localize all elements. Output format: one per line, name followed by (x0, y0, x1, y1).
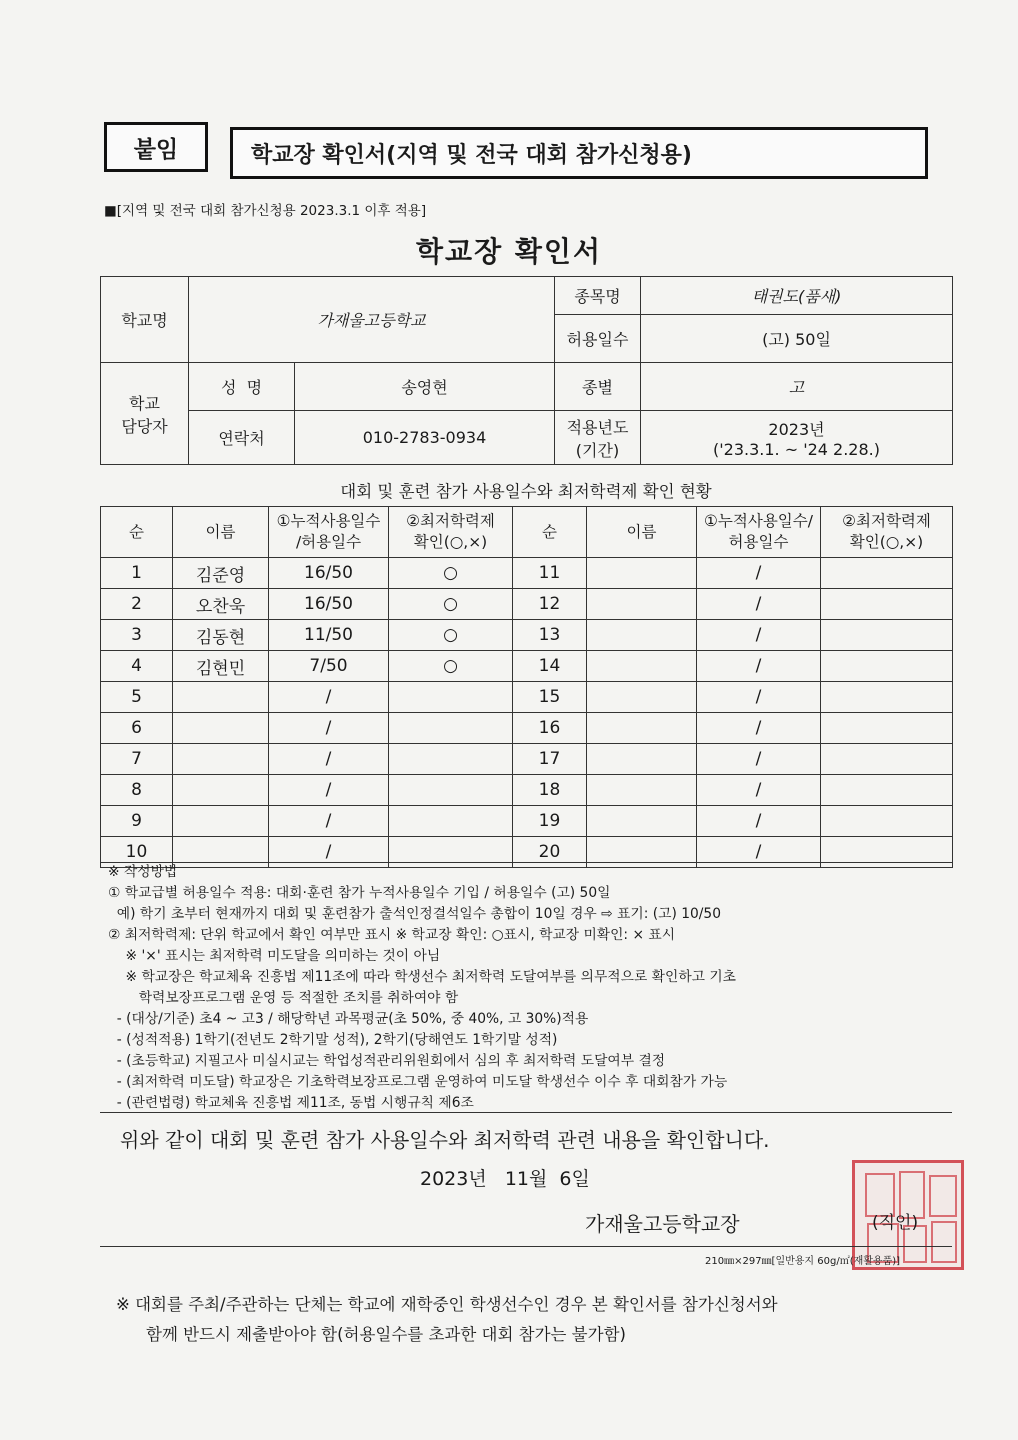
row-no: 7 (101, 744, 173, 775)
contact-label: 연락처 (189, 411, 295, 465)
row-days: / (269, 775, 389, 806)
row-no-right: 19 (513, 806, 587, 837)
allowed-days-value: (고) 50일 (641, 315, 953, 363)
year-value-line1: 2023년 (768, 419, 825, 439)
row-days-right: / (697, 651, 821, 682)
instruction-line: ※ '×' 표시는 최저학력 미도달을 의미하는 것이 아님 (108, 948, 441, 964)
row-no: 2 (101, 589, 173, 620)
row-check (389, 713, 513, 744)
row-no: 10 (101, 837, 173, 868)
row-no: 5 (101, 682, 173, 713)
staff-label-line1: 학교 (129, 393, 160, 413)
row-days-right: / (697, 806, 821, 837)
row-no-right: 20 (513, 837, 587, 868)
header-no: 순 (101, 507, 173, 558)
row-no-right: 18 (513, 775, 587, 806)
row-name: 김동현 (173, 620, 269, 651)
row-no-right: 13 (513, 620, 587, 651)
footer-note (116, 1290, 778, 1350)
table-row (101, 651, 953, 682)
row-days-right: / (697, 682, 821, 713)
row-check: ○ (389, 558, 513, 589)
row-name-right (587, 744, 697, 775)
row-days-right: / (697, 620, 821, 651)
school-label: 학교명 (101, 277, 189, 363)
confirmation-statement: 위와 같이 대회 및 훈련 참가 사용일수와 최저학력 관련 내용을 확인합니다. (120, 1128, 770, 1152)
instructions (108, 862, 736, 1114)
row-days: 11/50 (269, 620, 389, 651)
row-name: 오찬욱 (173, 589, 269, 620)
year-label-line1: 적용년도 (566, 417, 629, 437)
table-row (101, 806, 953, 837)
row-check-right (821, 651, 953, 682)
row-days-right: / (697, 713, 821, 744)
row-no: 4 (101, 651, 173, 682)
header-no-right: 순 (513, 507, 587, 558)
instruction-line: ※ 작성방법 (108, 864, 178, 880)
row-name: 김준영 (173, 558, 269, 589)
row-no: 6 (101, 713, 173, 744)
table-row (101, 744, 953, 775)
instruction-line: ① 학교급별 허용일수 적용: 대회·훈련 참가 누적사용일수 기입 / 허용일수 (고) 50일 (108, 885, 611, 901)
row-days: / (269, 682, 389, 713)
school-value: 가재울고등학교 (189, 277, 555, 363)
row-days-right: / (697, 589, 821, 620)
row-no: 8 (101, 775, 173, 806)
year-value (641, 411, 953, 465)
instruction-line: - (최저학력 미도달) 학교장은 기초학력보장프로그램 운영하여 미도달 학생선수 이수 후 대회참가 가능 (108, 1074, 728, 1090)
year-period: ('23.3.1. ~ '24 2.28.) (713, 439, 880, 459)
row-name: 김현민 (173, 651, 269, 682)
header-check-line1: ②최저학력제 (406, 512, 495, 530)
name-value: 송영현 (295, 363, 555, 411)
year-label (555, 411, 641, 465)
event-value: 태권도(품새) (641, 277, 953, 315)
divider (100, 1112, 952, 1113)
row-days: 16/50 (269, 589, 389, 620)
row-check-right (821, 682, 953, 713)
row-no-right: 12 (513, 589, 587, 620)
row-name-right (587, 589, 697, 620)
row-name-right (587, 713, 697, 744)
header-days-right-line2: 허용일수 (728, 533, 789, 551)
seal-label: (직인) (872, 1213, 919, 1233)
table-row (101, 713, 953, 744)
row-no: 3 (101, 620, 173, 651)
row-check: ○ (389, 620, 513, 651)
header-name-right: 이름 (587, 507, 697, 558)
row-name (173, 682, 269, 713)
instruction-line: - (성적적용) 1학기(전년도 2학기말 성적), 2학기(당해연도 1학기말 성적) (108, 1032, 558, 1048)
instruction-line: - (관련법령) 학교체육 진흥법 제11조, 동법 시행규칙 제6조 (108, 1095, 474, 1111)
row-check: ○ (389, 589, 513, 620)
row-name (173, 744, 269, 775)
row-days: 16/50 (269, 558, 389, 589)
row-check (389, 744, 513, 775)
signer-name: 가재울고등학교장 (585, 1212, 740, 1236)
contact-value: 010-2783-0934 (295, 411, 555, 465)
row-name-right (587, 558, 697, 589)
row-no: 1 (101, 558, 173, 589)
footer-line1: ※ 대회를 주최/주관하는 단체는 학교에 재학중인 학생선수인 경우 본 확인서를 참가신청서와 (116, 1295, 778, 1314)
row-check-right (821, 558, 953, 589)
row-check (389, 775, 513, 806)
allowed-days-label: 허용일수 (555, 315, 641, 363)
row-check-right (821, 589, 953, 620)
table-row (101, 558, 953, 589)
row-check-right (821, 620, 953, 651)
row-check-right (821, 744, 953, 775)
row-check-right (821, 806, 953, 837)
divider (100, 1246, 952, 1247)
row-no-right: 11 (513, 558, 587, 589)
row-days: 7/50 (269, 651, 389, 682)
row-name-right (587, 775, 697, 806)
instruction-line: - (대상/기준) 초4 ~ 고3 / 해당학년 과목평균(초 50%, 중 40%, 고 30%)적용 (108, 1011, 589, 1027)
row-name (173, 806, 269, 837)
row-name-right (587, 651, 697, 682)
header-days-right-line1: ①누적사용일수/ (704, 512, 813, 530)
row-days: / (269, 837, 389, 868)
header-check (389, 507, 513, 558)
row-name-right (587, 806, 697, 837)
row-check-right (821, 713, 953, 744)
header-days-right (697, 507, 821, 558)
row-name-right (587, 620, 697, 651)
header-check-line2: 확인(○,×) (413, 533, 488, 551)
row-name (173, 713, 269, 744)
footer-line2: 함께 반드시 제출받아야 함(허용일수를 초과한 대회 참가는 불가함) (146, 1325, 626, 1344)
row-no-right: 16 (513, 713, 587, 744)
row-days-right: / (697, 837, 821, 868)
table-row (101, 775, 953, 806)
staff-label-line2: 담당자 (121, 416, 168, 436)
issue-date: 2023년 11월 6일 (420, 1168, 590, 1190)
instruction-line: 예) 학기 초부터 현재까지 대회 및 훈련참가 출석인정결석일수 총합이 10일 경우 ⇨ 표기: (고) 10/50 (108, 906, 721, 922)
row-check: ○ (389, 651, 513, 682)
paper-spec: 210㎜×297㎜[일반용지 60g/㎡(재활용품)] (705, 1256, 901, 1267)
table-row (101, 682, 953, 713)
row-no: 9 (101, 806, 173, 837)
scope-note: ■[지역 및 전국 대회 참가신청용 2023.3.1 이후 적용] (104, 203, 427, 219)
row-name (173, 775, 269, 806)
header-days (269, 507, 389, 558)
row-no-right: 17 (513, 744, 587, 775)
instruction-line: - (초등학교) 지필고사 미실시교는 학업성적관리위원회에서 심의 후 최저학력 도달여부 결정 (108, 1053, 666, 1069)
header-check-right-line2: 확인(○,×) (849, 533, 924, 551)
participation-table (100, 506, 953, 868)
instruction-line: ② 최저학력제: 단위 학교에서 확인 여부만 표시 ※ 학교장 확인: ○표시, 학교장 미확인: × 표시 (108, 927, 676, 943)
header-title: 학교장 확인서(지역 및 전국 대회 참가신청용) (230, 127, 928, 179)
instruction-line: 학력보장프로그램 운영 등 적절한 조치를 취하여야 함 (108, 990, 459, 1006)
row-no-right: 14 (513, 651, 587, 682)
table-row (101, 589, 953, 620)
row-days: / (269, 713, 389, 744)
row-days: / (269, 744, 389, 775)
row-name-right (587, 682, 697, 713)
header-name: 이름 (173, 507, 269, 558)
staff-label (101, 363, 189, 465)
page-title: 학교장 확인서 (415, 235, 603, 268)
name-label: 성 명 (189, 363, 295, 411)
instruction-line: ※ 학교장은 학교체육 진흥법 제11조에 따라 학생선수 최저학력 도달여부를 의무적으로 확인하고 기초 (108, 969, 737, 985)
attachment-tag: 붙임 (104, 122, 208, 172)
table-row (101, 620, 953, 651)
row-days: / (269, 806, 389, 837)
row-days-right: / (697, 744, 821, 775)
year-label-line2: (기간) (575, 440, 620, 460)
header-days-line2: /허용일수 (295, 533, 362, 551)
table-subtitle: 대회 및 훈련 참가 사용일수와 최저학력제 확인 현황 (340, 482, 712, 501)
row-days-right: / (697, 775, 821, 806)
row-check (389, 806, 513, 837)
header-check-right (821, 507, 953, 558)
row-no-right: 15 (513, 682, 587, 713)
header-check-right-line1: ②최저학력제 (842, 512, 931, 530)
level-value: 고 (641, 363, 953, 411)
school-info-table (100, 276, 953, 465)
row-days-right: / (697, 558, 821, 589)
header-days-line1: ①누적사용일수 (276, 512, 381, 530)
event-label: 종목명 (555, 277, 641, 315)
level-label: 종별 (555, 363, 641, 411)
table-header-row (101, 507, 953, 558)
row-check-right (821, 775, 953, 806)
row-check (389, 682, 513, 713)
